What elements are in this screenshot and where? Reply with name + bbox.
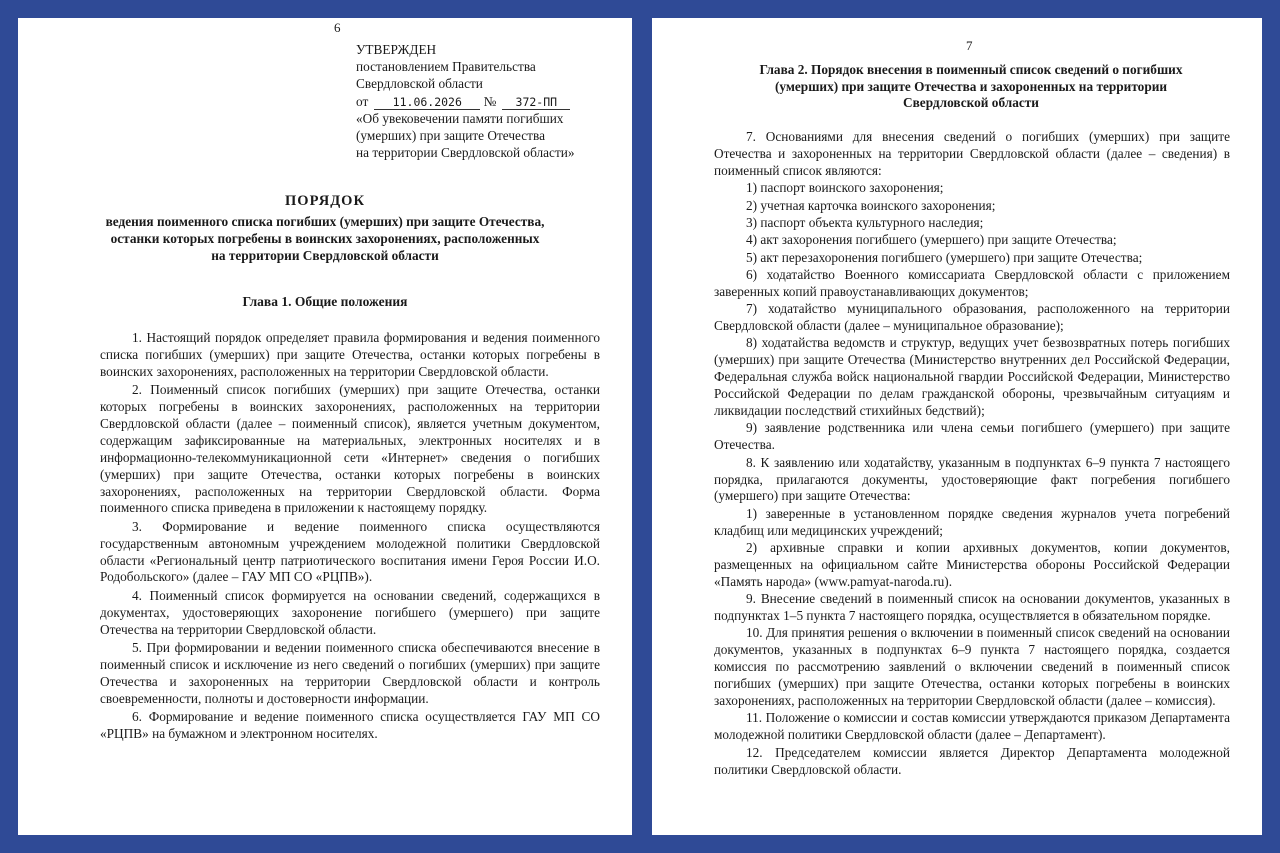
paragraph: 12. Председателем комиссии является Директор Департамента молодежной политики Свердловской области. bbox=[714, 744, 1230, 777]
list-item: 3) паспорт объекта культурного наследия; bbox=[746, 214, 984, 230]
document-subtitle bbox=[18, 213, 632, 264]
document-title: ПОРЯДОК bbox=[285, 193, 365, 209]
approval-date: 11.06.2026 bbox=[374, 95, 480, 110]
paragraph: 6. Формирование и ведение поименного списка осуществляется ГАУ МП СО «РЦПВ» на бумажном и электронном носителях. bbox=[100, 708, 600, 741]
paragraph: 9) заявление родственника или члена семьи погибшего (умершего) при защите Отечества. bbox=[714, 420, 1230, 453]
document-page-right bbox=[652, 18, 1262, 835]
paragraph: 9. Внесение сведений в поименный список на основании документов, указанных в подпунктах 1–5 пункта 7 настоящего порядка, осуществляется в обязательном порядке. bbox=[714, 591, 1230, 624]
chapter-body bbox=[714, 129, 1230, 779]
paragraph: 1) заверенные в установленном порядке сведения журналов учета погребений кладбищ или медицинских учреждений; bbox=[714, 505, 1230, 538]
approval-line: постановлением Правительства bbox=[356, 59, 536, 75]
paragraph: 4. Поименный список формируется на основании сведений, содержащихся в документах, удостоверяющих захоронение погибшего (умершего) при защите Отечества на территории Свердловской области. bbox=[100, 587, 600, 637]
list-item: 2) учетная карточка воинского захоронения; bbox=[746, 197, 996, 213]
subtitle-line: останки которых погребены в воинских захоронениях, расположенных bbox=[110, 231, 540, 246]
approval-date-line bbox=[356, 93, 616, 110]
approval-title-line: (умерших) при защите Отечества bbox=[356, 128, 545, 144]
subtitle-line: ведения поименного списка погибших (умерших) при защите Отечества, bbox=[105, 214, 545, 229]
approval-title-line: «Об увековечении памяти погибших bbox=[356, 110, 564, 126]
page-number: 7 bbox=[966, 38, 973, 53]
approval-heading: УТВЕРЖДЕН bbox=[356, 42, 437, 57]
paragraph: 3. Формирование и ведение поименного списка осуществляются государственным автономным учреждением молодежной политики Свердловской области «Региональный центр патриотического воспитания имени Героя России И.О. Родобольского» (далее – ГАУ МП СО «РЦПВ»). bbox=[100, 518, 600, 585]
page-number: 6 bbox=[334, 20, 341, 35]
paragraph: 10. Для принятия решения о включении в поименный список сведений на основании документов, указанных в подпунктах 6–9 пункта 7 настоящего порядка, создается комиссия по рассмотрению заявлений о включении сведений в поименный список погибших (умерших) при защите Отечества, останки которых погребены в воинских захоронениях, расположенных на территории Свердловской области (далее – комиссия). bbox=[714, 625, 1230, 709]
paragraph: 1. Настоящий порядок определяет правила формирования и ведения поименного списка погибших (умерших) при защите Отечества, останки которых погребены в воинских захоронениях, расположенных на территории Свердловской области. bbox=[100, 330, 600, 379]
list-item: 1) паспорт воинского захоронения; bbox=[746, 180, 944, 196]
paragraph: 7) ходатайство муниципального образования, расположенного на территории Свердловской области (далее – муниципальное образование); bbox=[714, 301, 1230, 334]
approval-line: Свердловской области bbox=[356, 76, 483, 92]
list-item: 5) акт перезахоронения погибшего (умершего) при защите Отечества; bbox=[746, 249, 1143, 265]
subtitle-line: на территории Свердловской области bbox=[211, 248, 439, 263]
chapter-heading-line: Глава 2. Порядок внесения в поименный список сведений о погибших bbox=[759, 62, 1183, 77]
chapter-body bbox=[100, 330, 600, 744]
chapter-heading bbox=[714, 62, 1228, 112]
paragraph: 11. Положение о комиссии и состав комиссии утверждаются приказом Департамента молодежной политики Свердловской области (далее – Департамент). bbox=[714, 710, 1230, 743]
paragraph: 8) ходатайства ведомств и структур, ведущих учет безвозвратных потерь погибших (умерших) при защите Отечества (Министерство внутренних дел Российской Федерации, Федеральная служба войск национальной гвардии Российской Федерации, Министерство Российской Федерации по делам гражданской обороны, чрезвычайным ситуациям и ликвидации последствий стихийных бедствий); bbox=[714, 335, 1230, 418]
paragraph: 5. При формировании и ведении поименного списка обеспечиваются внесение в поименный список и исключение из него сведений о погибших (умерших) при защите Отечества и захороненных на территории Свердловской области и контроль своевременности, полноты и достоверности информации. bbox=[100, 639, 600, 706]
paragraph: 6) ходатайство Военного комиссариата Свердловской области с приложением заверенных копий правоустанавливающих документов; bbox=[714, 266, 1230, 299]
paragraph: 2. Поименный список погибших (умерших) при защите Отечества, останки которых погребены в воинских захоронениях, расположенных на территории Свердловской области (далее – поименный список), является учетным документом, содержащим зафиксированные на материальных, электронных носителях и в информационно-телекоммуникационной сети «Интернет» сведения о погибших (умерших) при защите Отечества, останки которых погребены в воинских захоронениях, расположенных на территории Свердловской области. Форма поименного списка приведена в приложении к настоящему порядку. bbox=[100, 382, 600, 516]
approval-number: 372-ПП bbox=[502, 95, 570, 110]
chapter-heading-line: Свердловской области bbox=[903, 95, 1039, 110]
number-label: № bbox=[483, 93, 497, 109]
approval-block bbox=[356, 41, 616, 161]
document-page-left bbox=[18, 18, 632, 835]
document-title-block bbox=[18, 193, 632, 264]
paragraph: 2) архивные справки и копии архивных документов, копии документов, размещенных на официальном сайте Министерства обороны Российской Федерации «Память народа» (www.pamyat-naroda.ru). bbox=[714, 540, 1230, 589]
paragraph: 8. К заявлению или ходатайству, указанным в подпунктах 6–9 пункта 7 настоящего порядка, прилагаются документы, удостоверяющие факт погребения погибшего (умершего) при защите Отечества: bbox=[714, 454, 1230, 504]
approval-title-line: на территории Свердловской области» bbox=[356, 145, 575, 161]
list-item: 4) акт захоронения погибшего (умершего) при защите Отечества; bbox=[746, 232, 1117, 248]
chapter-heading: Глава 1. Общие положения bbox=[242, 294, 408, 309]
from-label: от bbox=[356, 93, 369, 109]
paragraph: 7. Основаниями для внесения сведений о погибших (умерших) при защите Отечества и захороненных на территории Свердловской области (далее – сведения) в поименный список являются: bbox=[714, 129, 1230, 178]
chapter-heading-line: (умерших) при защите Отечества и захороненных на территории bbox=[774, 78, 1168, 94]
